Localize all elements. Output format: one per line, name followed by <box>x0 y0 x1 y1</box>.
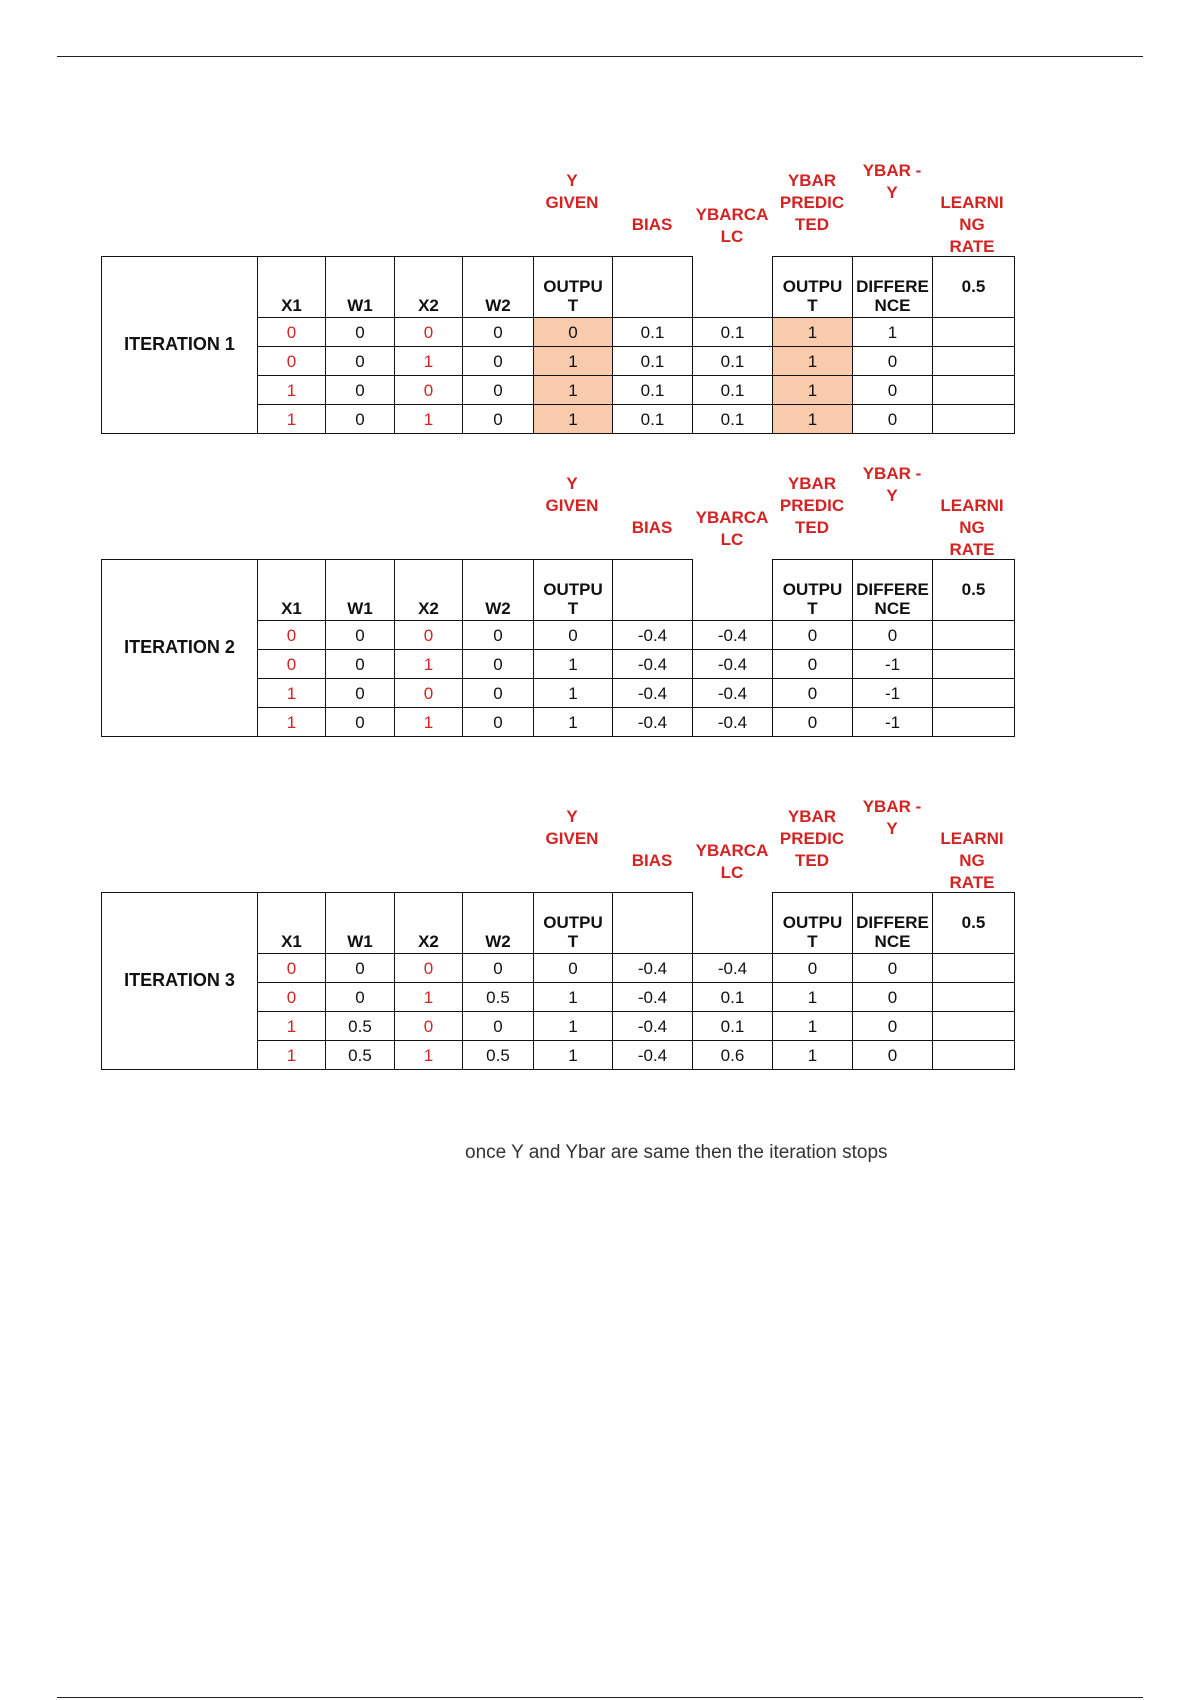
w1-cell: 0 <box>326 954 395 983</box>
learning-rate-label: LEARNI NG RATE <box>940 829 1004 892</box>
iteration-block-2 <box>101 455 1014 737</box>
ybarcalc-cell: 0.1 <box>693 983 773 1012</box>
col-w2: W2 <box>463 257 534 318</box>
bias-cell: -0.4 <box>613 983 693 1012</box>
y-given-label: Y GIVEN <box>545 171 599 212</box>
lr-cell <box>933 621 1015 650</box>
col-w1: W1 <box>326 893 395 954</box>
x1-cell: 1 <box>258 708 326 737</box>
learning-rate-value: 0.5 <box>933 560 1015 621</box>
lr-cell <box>933 347 1015 376</box>
y-cell: 1 <box>534 376 613 405</box>
ybar-cell: 0 <box>773 650 853 679</box>
w1-cell: 0 <box>326 708 395 737</box>
col-difference: DIFFERE NCE <box>853 560 933 621</box>
header-labels <box>101 152 1014 256</box>
col-ybar-output: OUTPU T <box>773 257 853 318</box>
col-ybar-output: OUTPU T <box>773 893 853 954</box>
x1-cell: 0 <box>258 318 326 347</box>
diff-cell: 0 <box>853 1041 933 1070</box>
lr-cell <box>933 983 1015 1012</box>
lr-cell <box>933 954 1015 983</box>
w2-cell: 0 <box>463 679 534 708</box>
header-labels <box>101 455 1014 559</box>
ybarcalc-cell: -0.4 <box>693 954 773 983</box>
lr-cell <box>933 708 1015 737</box>
x2-cell: 0 <box>395 1012 463 1041</box>
x1-cell: 1 <box>258 405 326 434</box>
ybar-predicted-label: YBAR PREDIC TED <box>779 474 845 537</box>
diff-cell: 0 <box>853 347 933 376</box>
y-cell: 1 <box>534 708 613 737</box>
ybar-cell: 0 <box>773 621 853 650</box>
ybar-cell: 0 <box>773 954 853 983</box>
diff-cell: 0 <box>853 376 933 405</box>
col-ybarcalc <box>693 560 773 621</box>
col-y-output: OUTPU T <box>534 560 613 621</box>
w1-cell: 0 <box>326 405 395 434</box>
x2-cell: 0 <box>395 376 463 405</box>
diff-cell: -1 <box>853 650 933 679</box>
bias-cell: -0.4 <box>613 708 693 737</box>
lr-cell <box>933 1012 1015 1041</box>
w2-cell: 0.5 <box>463 983 534 1012</box>
x2-cell: 1 <box>395 708 463 737</box>
learning-rate-value: 0.5 <box>933 257 1015 318</box>
bias-cell: -0.4 <box>613 1041 693 1070</box>
diff-cell: -1 <box>853 708 933 737</box>
ybar-cell: 1 <box>773 376 853 405</box>
ybarcalc-cell: -0.4 <box>693 650 773 679</box>
diff-cell: 0 <box>853 954 933 983</box>
ybarcalc-cell: 0.1 <box>693 405 773 434</box>
ybar-predicted-label: YBAR PREDIC TED <box>779 807 845 870</box>
ybarcalc-cell: 0.1 <box>693 318 773 347</box>
y-cell: 1 <box>534 650 613 679</box>
ybar-cell: 0 <box>773 708 853 737</box>
x2-cell: 0 <box>395 954 463 983</box>
ybarcalc-cell: 0.1 <box>693 1012 773 1041</box>
bias-label: BIAS <box>631 851 673 870</box>
ybarcalc-label: YBARCA LC <box>695 205 769 246</box>
y-cell: 1 <box>534 679 613 708</box>
col-x2: X2 <box>395 257 463 318</box>
bias-cell: -0.4 <box>613 679 693 708</box>
ybar-cell: 1 <box>773 405 853 434</box>
learning-rate-label: LEARNI NG RATE <box>940 496 1004 559</box>
diff-cell: 1 <box>853 318 933 347</box>
w1-cell: 0 <box>326 621 395 650</box>
y-cell: 1 <box>534 1041 613 1070</box>
bias-label: BIAS <box>631 518 673 537</box>
bias-cell: 0.1 <box>613 405 693 434</box>
ybar-cell: 1 <box>773 347 853 376</box>
x1-cell: 0 <box>258 650 326 679</box>
x2-cell: 1 <box>395 405 463 434</box>
col-w1: W1 <box>326 257 395 318</box>
lr-cell <box>933 376 1015 405</box>
learning-rate-value: 0.5 <box>933 893 1015 954</box>
col-bias <box>613 560 693 621</box>
y-cell: 0 <box>534 318 613 347</box>
top-rule <box>57 56 1143 57</box>
col-ybarcalc <box>693 257 773 318</box>
diff-cell: 0 <box>853 1012 933 1041</box>
y-cell: 0 <box>534 621 613 650</box>
w2-cell: 0.5 <box>463 1041 534 1070</box>
bias-cell: -0.4 <box>613 1012 693 1041</box>
col-bias <box>613 893 693 954</box>
x2-cell: 1 <box>395 983 463 1012</box>
x1-cell: 1 <box>258 376 326 405</box>
x2-cell: 0 <box>395 679 463 708</box>
x2-cell: 0 <box>395 318 463 347</box>
col-w2: W2 <box>463 893 534 954</box>
ybarcalc-cell: -0.4 <box>693 679 773 708</box>
w2-cell: 0 <box>463 650 534 679</box>
x2-cell: 0 <box>395 621 463 650</box>
w2-cell: 0 <box>463 954 534 983</box>
ybarcalc-cell: 0.6 <box>693 1041 773 1070</box>
w1-cell: 0 <box>326 679 395 708</box>
col-ybar-output: OUTPU T <box>773 560 853 621</box>
y-given-label: Y GIVEN <box>545 474 599 515</box>
x1-cell: 0 <box>258 954 326 983</box>
bias-cell: -0.4 <box>613 621 693 650</box>
diff-cell: 0 <box>853 621 933 650</box>
bias-label: BIAS <box>631 215 673 234</box>
ybarcalc-label: YBARCA LC <box>695 508 769 549</box>
w2-cell: 0 <box>463 376 534 405</box>
ybar-cell: 0 <box>773 679 853 708</box>
w1-cell: 0.5 <box>326 1012 395 1041</box>
ybar-cell: 1 <box>773 1041 853 1070</box>
col-bias <box>613 257 693 318</box>
x2-cell: 1 <box>395 650 463 679</box>
ybar-cell: 1 <box>773 1012 853 1041</box>
lr-cell <box>933 405 1015 434</box>
x1-cell: 1 <box>258 1012 326 1041</box>
ybarcalc-cell: -0.4 <box>693 708 773 737</box>
header-labels <box>101 788 1014 892</box>
iteration-note: once Y and Ybar are same then the iteration stops <box>465 1142 888 1163</box>
diff-cell: 0 <box>853 405 933 434</box>
w2-cell: 0 <box>463 708 534 737</box>
col-difference: DIFFERE NCE <box>853 893 933 954</box>
w2-cell: 0 <box>463 621 534 650</box>
bias-cell: -0.4 <box>613 954 693 983</box>
lr-cell <box>933 650 1015 679</box>
ybarcalc-cell: 0.1 <box>693 376 773 405</box>
iteration-block-3 <box>101 788 1014 1070</box>
col-w1: W1 <box>326 560 395 621</box>
x2-cell: 1 <box>395 347 463 376</box>
ybarcalc-cell: -0.4 <box>693 621 773 650</box>
iteration-table-1 <box>101 256 1015 434</box>
x2-cell: 1 <box>395 1041 463 1070</box>
x1-cell: 0 <box>258 983 326 1012</box>
col-ybarcalc <box>693 893 773 954</box>
w2-cell: 0 <box>463 318 534 347</box>
col-x2: X2 <box>395 560 463 621</box>
col-w2: W2 <box>463 560 534 621</box>
diff-cell: 0 <box>853 983 933 1012</box>
iteration-label: ITERATION 2 <box>102 560 258 737</box>
ybar-minus-y-label: YBAR - Y <box>862 161 922 202</box>
w2-cell: 0 <box>463 1012 534 1041</box>
iteration-label: ITERATION 1 <box>102 257 258 434</box>
diff-cell: -1 <box>853 679 933 708</box>
bottom-rule <box>57 1697 1143 1698</box>
iteration-label: ITERATION 3 <box>102 893 258 1070</box>
ybar-predicted-label: YBAR PREDIC TED <box>779 171 845 234</box>
w2-cell: 0 <box>463 405 534 434</box>
iteration-table-2 <box>101 559 1015 737</box>
w2-cell: 0 <box>463 347 534 376</box>
ybarcalc-cell: 0.1 <box>693 347 773 376</box>
lr-cell <box>933 679 1015 708</box>
learning-rate-label: LEARNI NG RATE <box>940 193 1004 256</box>
iteration-table-3 <box>101 892 1015 1070</box>
ybar-minus-y-label: YBAR - Y <box>862 797 922 838</box>
col-x2: X2 <box>395 893 463 954</box>
x1-cell: 0 <box>258 621 326 650</box>
w1-cell: 0 <box>326 318 395 347</box>
lr-cell <box>933 318 1015 347</box>
ybar-cell: 1 <box>773 318 853 347</box>
col-y-output: OUTPU T <box>534 893 613 954</box>
col-x1: X1 <box>258 893 326 954</box>
w1-cell: 0 <box>326 376 395 405</box>
y-cell: 1 <box>534 347 613 376</box>
iteration-block-1 <box>101 152 1014 434</box>
x1-cell: 1 <box>258 679 326 708</box>
w1-cell: 0 <box>326 650 395 679</box>
w1-cell: 0 <box>326 983 395 1012</box>
y-cell: 1 <box>534 405 613 434</box>
y-cell: 1 <box>534 1012 613 1041</box>
col-y-output: OUTPU T <box>534 257 613 318</box>
bias-cell: 0.1 <box>613 347 693 376</box>
col-x1: X1 <box>258 257 326 318</box>
bias-cell: -0.4 <box>613 650 693 679</box>
bias-cell: 0.1 <box>613 376 693 405</box>
y-given-label: Y GIVEN <box>545 807 599 848</box>
w1-cell: 0.5 <box>326 1041 395 1070</box>
ybar-cell: 1 <box>773 983 853 1012</box>
col-difference: DIFFERE NCE <box>853 257 933 318</box>
ybarcalc-label: YBARCA LC <box>695 841 769 882</box>
w1-cell: 0 <box>326 347 395 376</box>
col-x1: X1 <box>258 560 326 621</box>
lr-cell <box>933 1041 1015 1070</box>
y-cell: 0 <box>534 954 613 983</box>
x1-cell: 0 <box>258 347 326 376</box>
bias-cell: 0.1 <box>613 318 693 347</box>
y-cell: 1 <box>534 983 613 1012</box>
ybar-minus-y-label: YBAR - Y <box>862 464 922 505</box>
x1-cell: 1 <box>258 1041 326 1070</box>
